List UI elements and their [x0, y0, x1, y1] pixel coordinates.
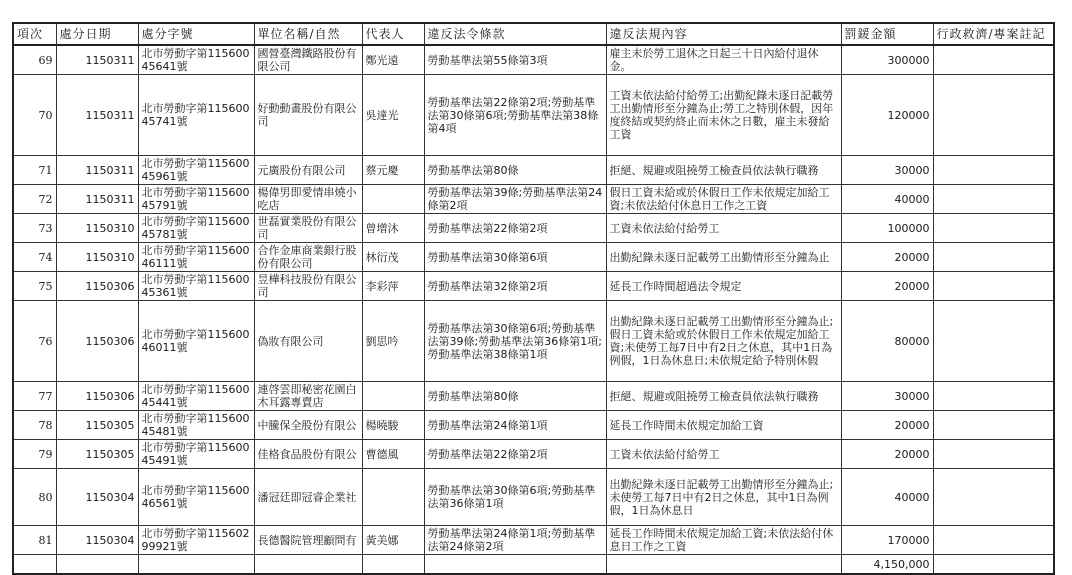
- row-notes: [933, 469, 1054, 526]
- row-representative: 黃美娜: [362, 526, 424, 555]
- row-law-article: 勞動基準法第22條第2項: [424, 214, 606, 243]
- table-row: [13, 440, 1054, 469]
- row-no: 72: [13, 185, 56, 214]
- row-notes: [933, 301, 1054, 382]
- row-entity: 世磊實業股份有限公司: [254, 214, 362, 243]
- table-row: [13, 185, 1054, 214]
- row-no: 75: [13, 272, 56, 301]
- row-notes: [933, 214, 1054, 243]
- row-violation: 假日工資未給或於休假日工作未依規定加給工資;未依法給付休息日工作之工資: [606, 185, 841, 214]
- row-no: 73: [13, 214, 56, 243]
- row-representative: 蔡元慶: [362, 156, 424, 185]
- row-date: 1150310: [56, 214, 138, 243]
- row-amount: 30000: [841, 382, 933, 411]
- row-law-article: 勞動基準法第24條第1項: [424, 411, 606, 440]
- row-doc-no: 北市勞動字第11560045961號: [138, 156, 254, 185]
- row-doc-no: 北市勞動字第11560045791號: [138, 185, 254, 214]
- total-amount: 4,150,000: [841, 555, 933, 575]
- header-representative: 代表人: [362, 23, 424, 45]
- row-amount: 40000: [841, 185, 933, 214]
- row-law-article: 勞動基準法第32條第2項: [424, 272, 606, 301]
- row-amount: 20000: [841, 440, 933, 469]
- row-date: 1150305: [56, 411, 138, 440]
- row-representative: 吳達光: [362, 75, 424, 156]
- header-entity: 單位名稱/自然: [254, 23, 362, 45]
- table-row: [13, 382, 1054, 411]
- row-law-article: 勞動基準法第22條第2項;勞動基準法第30條第6項;勞動基準法第38條第4項: [424, 75, 606, 156]
- total-empty: [13, 555, 56, 575]
- row-notes: [933, 272, 1054, 301]
- row-date: 1150311: [56, 75, 138, 156]
- row-date: 1150306: [56, 382, 138, 411]
- row-doc-no: 北市勞動字第11560046561號: [138, 469, 254, 526]
- row-notes: [933, 45, 1054, 75]
- row-doc-no: 北市勞動字第11560045641號: [138, 45, 254, 75]
- row-no: 79: [13, 440, 56, 469]
- row-date: 1150310: [56, 243, 138, 272]
- row-amount: 170000: [841, 526, 933, 555]
- header-violation: 違反法規內容: [606, 23, 841, 45]
- row-doc-no: 北市勞動字第11560045441號: [138, 382, 254, 411]
- row-notes: [933, 440, 1054, 469]
- row-doc-no: 北市勞動字第11560046011號: [138, 301, 254, 382]
- table-row: [13, 469, 1054, 526]
- row-representative: 劉思吟: [362, 301, 424, 382]
- row-date: 1150311: [56, 156, 138, 185]
- row-representative: 曹德風: [362, 440, 424, 469]
- row-no: 70: [13, 75, 56, 156]
- row-notes: [933, 243, 1054, 272]
- row-notes: [933, 185, 1054, 214]
- row-notes: [933, 411, 1054, 440]
- row-law-article: 勞動基準法第80條: [424, 156, 606, 185]
- row-entity: 長德醫院管理顧問有: [254, 526, 362, 555]
- row-entity: 楊偉男即愛情串燒小吃店: [254, 185, 362, 214]
- row-law-article: 勞動基準法第39條;勞動基準法第24條第2項: [424, 185, 606, 214]
- row-notes: [933, 526, 1054, 555]
- row-representative: 鄭光遠: [362, 45, 424, 75]
- total-empty: [254, 555, 362, 575]
- row-date: 1150305: [56, 440, 138, 469]
- row-representative: [362, 382, 424, 411]
- row-amount: 120000: [841, 75, 933, 156]
- row-date: 1150304: [56, 469, 138, 526]
- row-violation: 雇主未於勞工退休之日起三十日內給付退休金。: [606, 45, 841, 75]
- row-violation: 工資未依法給付給勞工;出勤紀錄未逐日記載勞工出勤情形至分鐘為止;勞工之特別休假，因年度終結或契約終止而未休之日數，雇主未發給工資: [606, 75, 841, 156]
- row-no: 80: [13, 469, 56, 526]
- total-empty: [606, 555, 841, 575]
- row-amount: 300000: [841, 45, 933, 75]
- row-amount: 80000: [841, 301, 933, 382]
- table-row: [13, 45, 1054, 75]
- row-amount: 20000: [841, 411, 933, 440]
- row-no: 76: [13, 301, 56, 382]
- table-row: [13, 75, 1054, 156]
- header-law-article: 違反法令條款: [424, 23, 606, 45]
- row-entity: 元廣股份有限公司: [254, 156, 362, 185]
- table-row: [13, 301, 1054, 382]
- row-violation: 出勤紀錄未逐日記載勞工出勤情形至分鐘為止: [606, 243, 841, 272]
- row-law-article: 勞動基準法第30條第6項: [424, 243, 606, 272]
- row-entity: 佳格食品股份有限公: [254, 440, 362, 469]
- row-entity: 連啓雲即秘密花園白木耳露專賣店: [254, 382, 362, 411]
- row-date: 1150311: [56, 185, 138, 214]
- header-notes: 行政救濟/專案註記: [933, 23, 1054, 45]
- table-row: [13, 526, 1054, 555]
- row-entity: 國營臺灣鐵路股份有限公司: [254, 45, 362, 75]
- row-law-article: 勞動基準法第55條第3項: [424, 45, 606, 75]
- header-doc-no: 處分字號: [138, 23, 254, 45]
- row-date: 1150304: [56, 526, 138, 555]
- total-row: [13, 555, 1054, 575]
- row-violation: 拒絕、規避或阻撓勞工檢查員依法執行職務: [606, 156, 841, 185]
- row-violation: 延長工作時間未依規定加給工資;未依法給付休息日工作之工資: [606, 526, 841, 555]
- table-row: [13, 156, 1054, 185]
- row-law-article: 勞動基準法第22條第2項: [424, 440, 606, 469]
- row-no: 69: [13, 45, 56, 75]
- row-no: 77: [13, 382, 56, 411]
- row-no: 81: [13, 526, 56, 555]
- row-representative: [362, 185, 424, 214]
- row-date: 1150311: [56, 45, 138, 75]
- header-amount: 罰鍰金額: [841, 23, 933, 45]
- row-doc-no: 北市勞動字第11560045741號: [138, 75, 254, 156]
- row-entity: 中騰保全股份有限公: [254, 411, 362, 440]
- row-law-article: 勞動基準法第80條: [424, 382, 606, 411]
- row-entity: 合作金庫商業銀行股份有限公司: [254, 243, 362, 272]
- penalty-table: [12, 22, 1055, 575]
- total-empty: [138, 555, 254, 575]
- row-violation: 出勤紀錄未逐日記載勞工出勤情形至分鐘為止;假日工資未給或於休假日工作未依規定加給工資;未使勞工每7日中有2日之休息，其中1日為例假，1日為休息日;未依規定給予特別休假: [606, 301, 841, 382]
- total-empty: [56, 555, 138, 575]
- row-entity: 好動動畫股份有限公司: [254, 75, 362, 156]
- row-doc-no: 北市勞動字第11560045481號: [138, 411, 254, 440]
- row-amount: 40000: [841, 469, 933, 526]
- row-law-article: 勞動基準法第24條第1項;勞動基準法第24條第2項: [424, 526, 606, 555]
- row-notes: [933, 75, 1054, 156]
- total-empty: [362, 555, 424, 575]
- row-date: 1150306: [56, 301, 138, 382]
- table-row: [13, 243, 1054, 272]
- row-date: 1150306: [56, 272, 138, 301]
- row-no: 78: [13, 411, 56, 440]
- row-entity: 偽妝有限公司: [254, 301, 362, 382]
- row-representative: 林衍茂: [362, 243, 424, 272]
- row-amount: 100000: [841, 214, 933, 243]
- row-violation: 延長工作時間未依規定加給工資: [606, 411, 841, 440]
- total-empty: [933, 555, 1054, 575]
- row-entity: 昱樺科技股份有限公司: [254, 272, 362, 301]
- row-doc-no: 北市勞動字第11560045491號: [138, 440, 254, 469]
- row-doc-no: 北市勞動字第11560045781號: [138, 214, 254, 243]
- row-doc-no: 北市勞動字第11560299921號: [138, 526, 254, 555]
- row-doc-no: 北市勞動字第11560046111號: [138, 243, 254, 272]
- row-violation: 工資未依法給付給勞工: [606, 214, 841, 243]
- row-violation: 拒絕、規避或阻撓勞工檢查員依法執行職務: [606, 382, 841, 411]
- row-entity: 潘冠廷即冠睿企業社: [254, 469, 362, 526]
- row-representative: [362, 469, 424, 526]
- row-violation: 延長工作時間超過法令規定: [606, 272, 841, 301]
- table-row: [13, 272, 1054, 301]
- header-no: 項次: [13, 23, 56, 45]
- row-representative: 李彩萍: [362, 272, 424, 301]
- row-amount: 20000: [841, 243, 933, 272]
- row-law-article: 勞動基準法第30條第6項;勞動基準法第39條;勞動基準法第36條第1項;勞動基準法第38條第1項: [424, 301, 606, 382]
- row-amount: 20000: [841, 272, 933, 301]
- total-empty: [424, 555, 606, 575]
- row-violation: 工資未依法給付給勞工: [606, 440, 841, 469]
- header-date: 處分日期: [56, 23, 138, 45]
- row-notes: [933, 156, 1054, 185]
- row-no: 74: [13, 243, 56, 272]
- header-row: [13, 23, 1054, 45]
- row-no: 71: [13, 156, 56, 185]
- row-violation: 出勤紀錄未逐日記載勞工出勤情形至分鐘為止;未使勞工每7日中有2日之休息，其中1日為例假，1日為休息日: [606, 469, 841, 526]
- row-representative: 曾增沐: [362, 214, 424, 243]
- table-row: [13, 214, 1054, 243]
- row-doc-no: 北市勞動字第11560045361號: [138, 272, 254, 301]
- table-row: [13, 411, 1054, 440]
- row-law-article: 勞動基準法第30條第6項;勞動基準法第36條第1項: [424, 469, 606, 526]
- row-representative: 楊曉駿: [362, 411, 424, 440]
- row-amount: 30000: [841, 156, 933, 185]
- row-notes: [933, 382, 1054, 411]
